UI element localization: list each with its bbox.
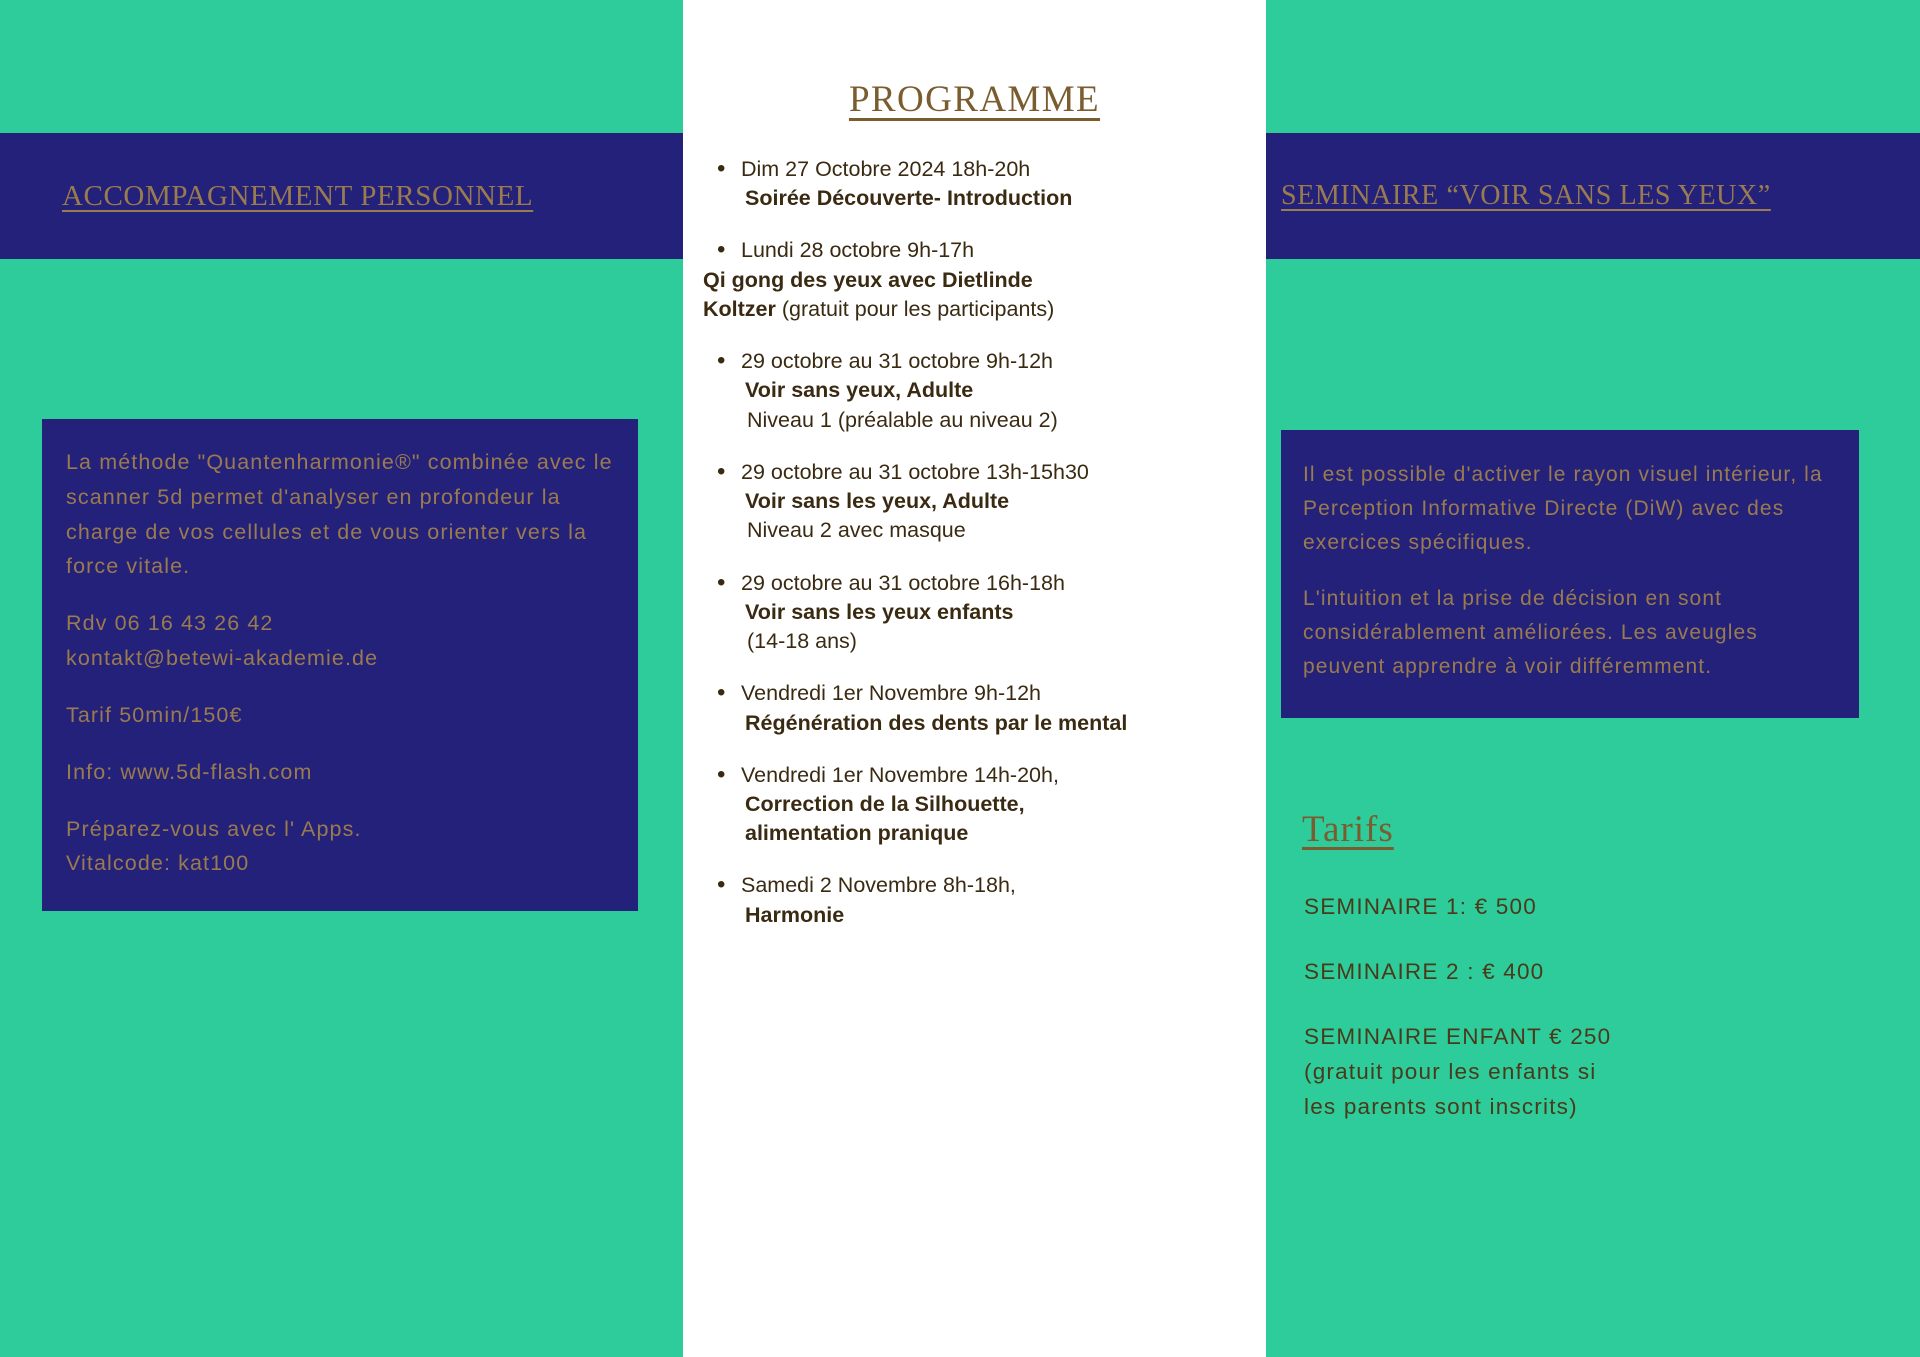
accompagnement-personnel-title: ACCOMPAGNEMENT PERSONNEL <box>62 179 534 212</box>
tarif-row <box>1304 890 1884 925</box>
item-date: • 29 octobre au 31 octobre 9h-12h <box>741 349 1053 374</box>
left-column <box>0 0 683 1357</box>
item-title-cont: alimentation pranique <box>745 821 969 846</box>
tarif-label: SEMINAIRE 2 : € 400 <box>1304 958 1545 984</box>
email-line: kontakt@betewi-akademie.de <box>66 646 379 671</box>
item-title-cont-note: (gratuit pour les participants) <box>775 296 1055 321</box>
programme-item <box>711 679 1248 737</box>
seminaire-paragraph-2: L'intuition et la prise de décision en sont considérablement améliorées. Les aveugles peuvent apprendre à voir différemment. <box>1303 587 1758 679</box>
item-detail: Niveau 2 avec masque <box>747 518 966 543</box>
spacer <box>66 733 614 755</box>
apps-line: Préparez-vous avec l' Apps. <box>66 816 362 841</box>
programme-item <box>711 155 1248 213</box>
programme-item <box>703 236 1248 324</box>
accompagnement-info-box <box>42 419 638 911</box>
programme-item <box>711 347 1248 435</box>
item-detail: Niveau 1 (préalable au niveau 2) <box>747 407 1058 432</box>
item-title: Voir sans yeux, Adulte <box>745 378 974 403</box>
phone-line: Rdv 06 16 43 26 42 <box>66 611 274 636</box>
item-detail: (14-18 ans) <box>747 629 857 654</box>
item-title-cont <box>703 295 1248 324</box>
item-title: Qi gong des yeux avec Dietlinde <box>703 267 1033 292</box>
tarif-note-line-1: (gratuit pour les enfants si <box>1304 1058 1597 1084</box>
item-date: • Samedi 2 Novembre 8h-18h, <box>741 873 1016 898</box>
item-title: Correction de la Silhouette, <box>745 791 1025 816</box>
item-date: • 29 octobre au 31 octobre 16h-18h <box>741 570 1065 595</box>
item-date: • Dim 27 Octobre 2024 18h-20h <box>741 157 1031 181</box>
item-title: Voir sans les yeux, Adulte <box>745 489 1010 514</box>
tarifs-title: Tarifs <box>1302 809 1394 850</box>
method-paragraph: La méthode "Quantenharmonie®" combinée avec le scanner 5d permet d'analyser en profondeur la charge de vos cellules et de vous orienter vers la force vitale. <box>66 450 613 579</box>
item-title: Harmonie <box>745 902 845 927</box>
spacer <box>66 790 614 812</box>
tarif-label: SEMINAIRE ENFANT € 250 <box>1304 1023 1612 1049</box>
spacer <box>66 676 614 698</box>
tarif-label: SEMINAIRE 1: € 500 <box>1304 894 1537 919</box>
tarif-note-line-2: les parents sont inscrits) <box>1304 1093 1578 1119</box>
tarifs-list <box>1304 890 1884 1124</box>
item-date: • 29 octobre au 31 octobre 13h-15h30 <box>741 459 1089 484</box>
item-date: • Vendredi 1er Novembre 14h-20h, <box>741 762 1059 787</box>
right-banner <box>1266 133 1920 259</box>
programme-column <box>683 0 1266 1357</box>
item-title: Soirée Découverte- Introduction <box>745 186 1073 211</box>
info-website-line[interactable]: Info: www.5d-flash.com <box>66 759 313 784</box>
vitalcode-line: Vitalcode: kat100 <box>66 851 250 876</box>
programme-title: PROGRAMME <box>848 79 1101 120</box>
programme-item <box>711 458 1248 546</box>
programme-item <box>711 761 1248 849</box>
spacer <box>1303 560 1833 582</box>
seminaire-paragraph-1: Il est possible d'activer le rayon visuel intérieur, la Perception Informative Directe (DiW) avec des exercices spécifiques. <box>1303 463 1823 555</box>
item-title: Voir sans les yeux enfants <box>745 599 1014 624</box>
item-date: • Lundi 28 octobre 9h-17h <box>741 238 975 263</box>
item-title: Régénération des dents par le mental <box>745 710 1128 735</box>
programme-item <box>711 569 1248 657</box>
right-column <box>1266 0 1920 1357</box>
seminaire-info-box <box>1281 430 1859 718</box>
tarif-line: Tarif 50min/150€ <box>66 702 243 727</box>
item-date: • Vendredi 1er Novembre 9h-12h <box>741 681 1041 706</box>
item-title-cont-bold: Koltzer <box>703 296 776 321</box>
programme-item <box>711 871 1248 929</box>
programme-list <box>683 155 1266 930</box>
tarif-row <box>1304 1020 1884 1125</box>
seminaire-voir-sans-les-yeux-title: SEMINAIRE “VOIR SANS LES YEUX” <box>1281 180 1771 211</box>
spacer <box>66 584 614 606</box>
tarif-row <box>1304 955 1884 990</box>
left-banner <box>0 133 683 259</box>
